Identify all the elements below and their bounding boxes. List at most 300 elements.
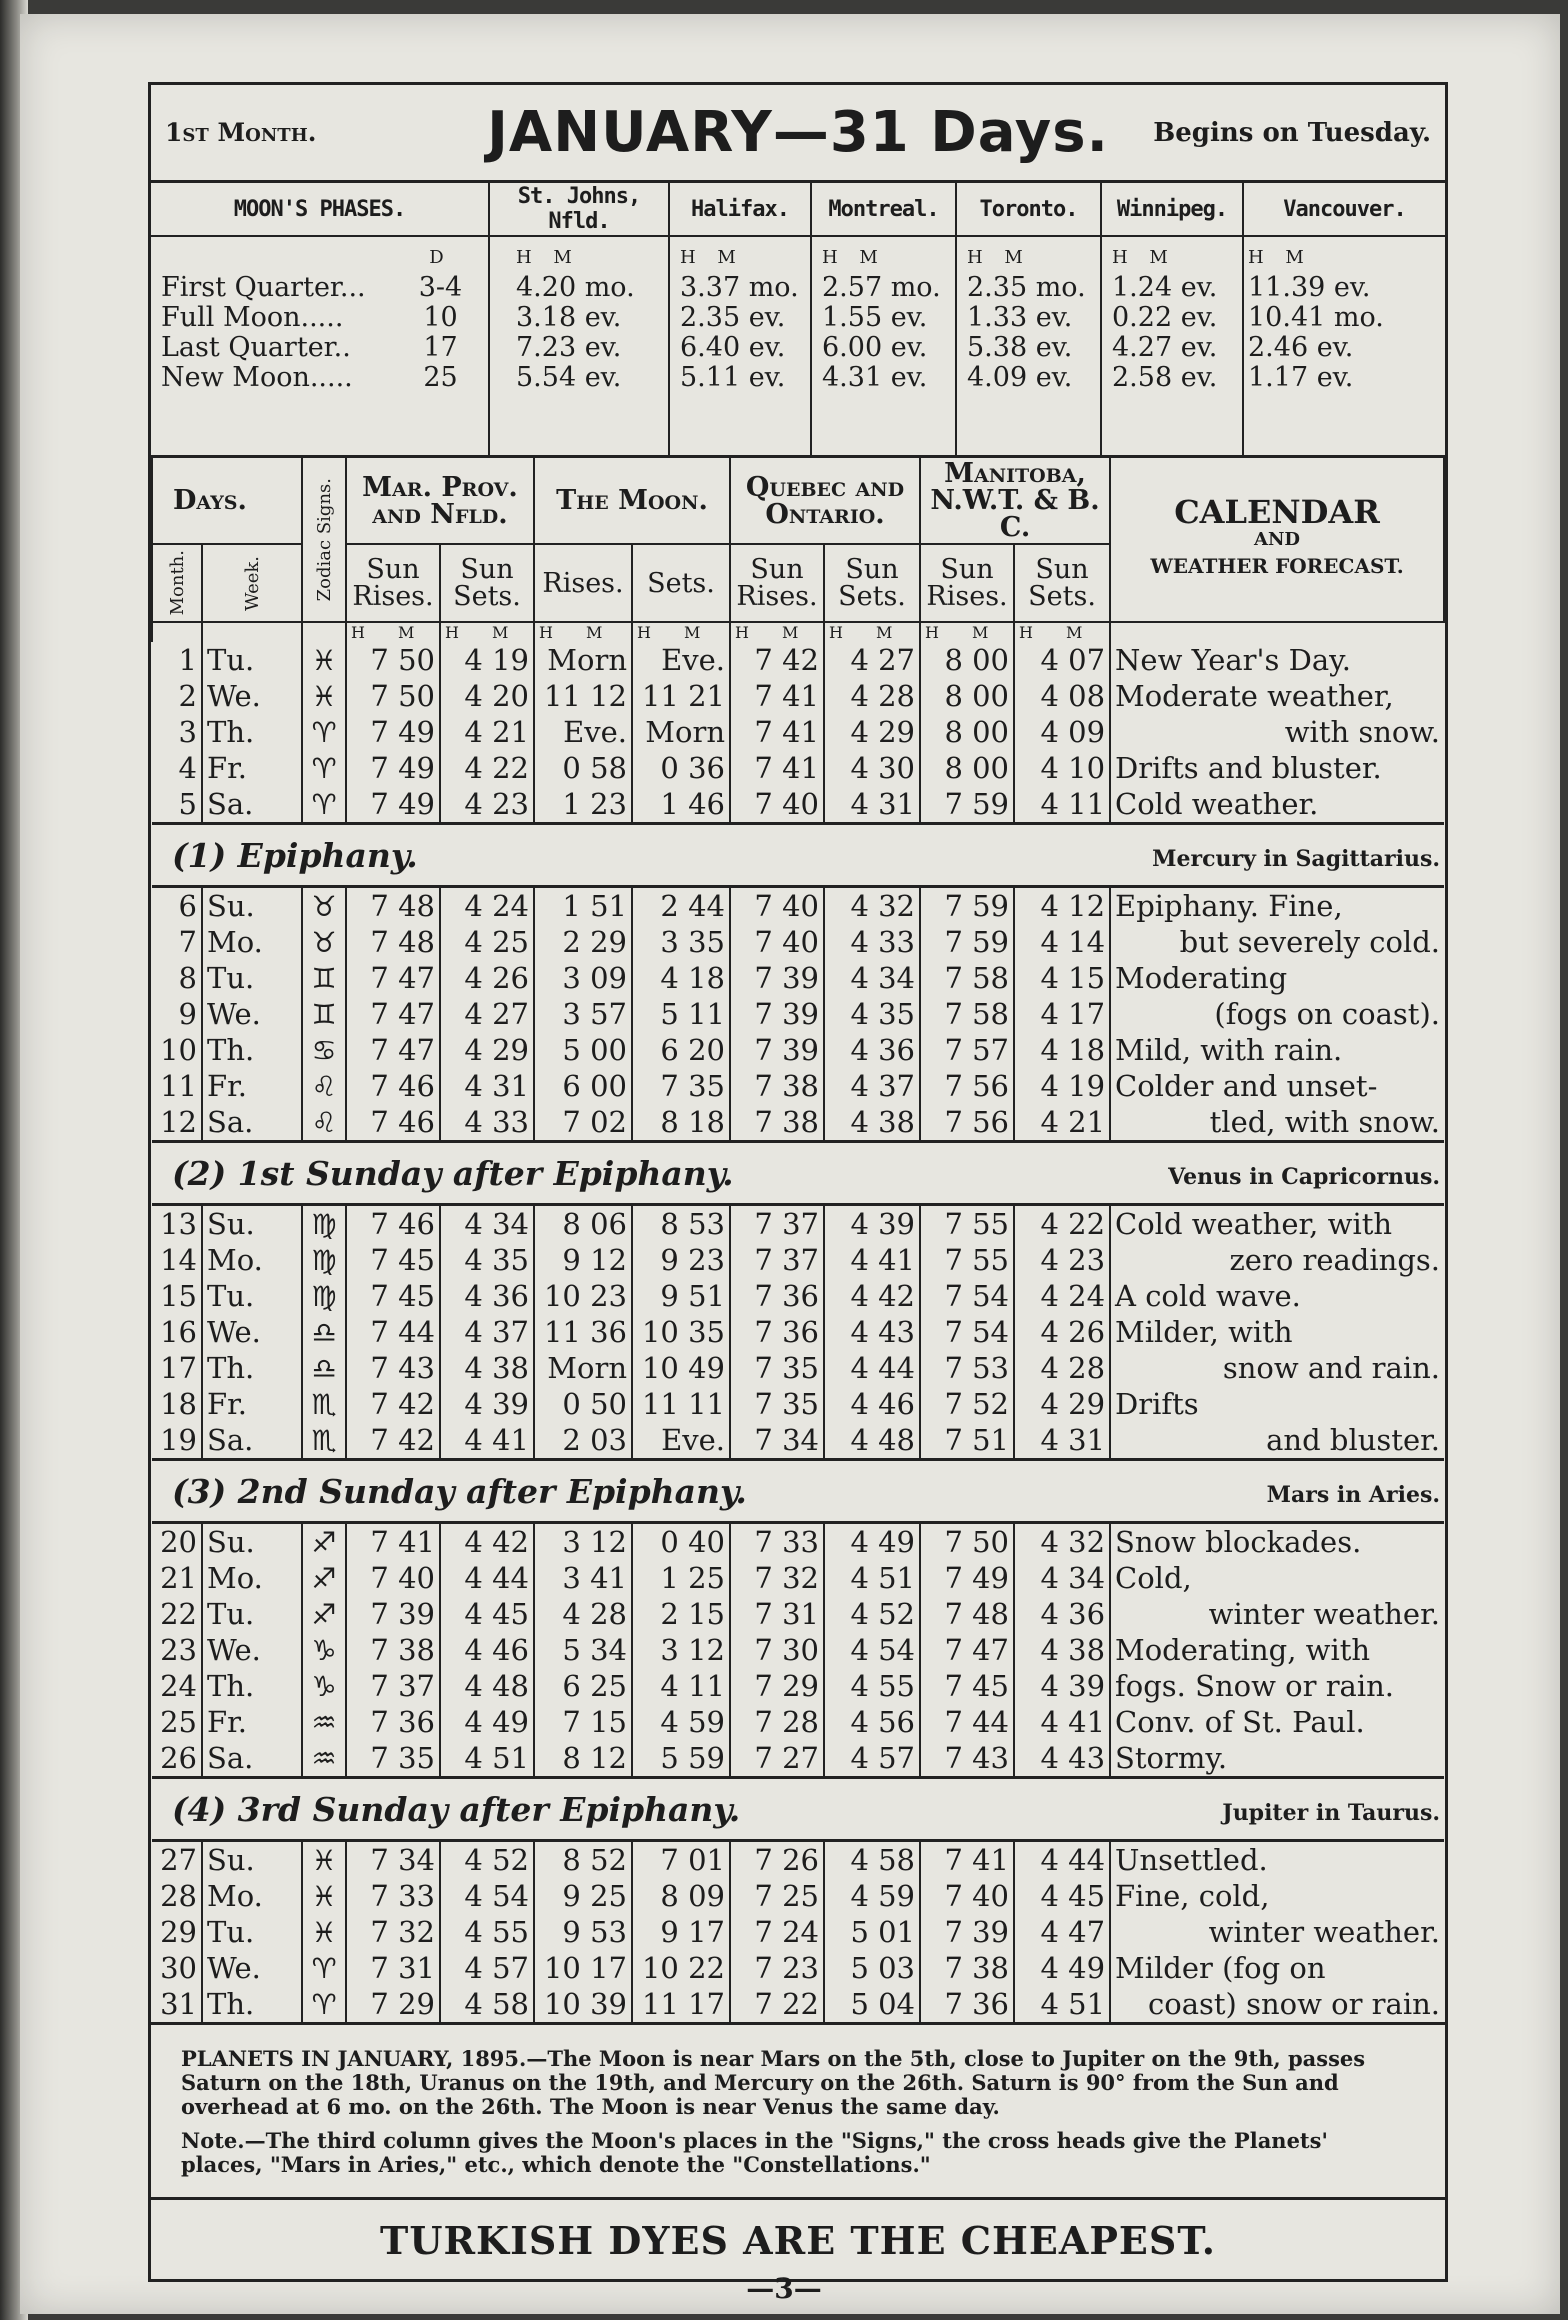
moon-rise-cell: 10 23	[534, 1278, 632, 1314]
forecast-cell: winter weather.	[1110, 1596, 1444, 1632]
sun-rise-cell: 7 33	[346, 1878, 440, 1914]
moon-set-cell: 4 11	[632, 1668, 730, 1704]
sun-rise-cell: 7 47	[346, 996, 440, 1032]
hm-cell: H M	[632, 622, 730, 642]
sun-rise-cell: 7 25	[730, 1878, 824, 1914]
phase-time: 4.09 ev.	[967, 362, 1073, 393]
forecast-cell: Milder, with	[1110, 1314, 1444, 1350]
zodiac-cell: ♍	[302, 1205, 346, 1243]
sun-rise-cell: 7 28	[730, 1704, 824, 1740]
hm-cell: H M	[346, 622, 440, 642]
forecast-cell: (fogs on coast).	[1110, 996, 1444, 1032]
footer-advert: TURKISH DYES ARE THE CHEAPEST.	[151, 2197, 1445, 2281]
sun-rise-cell: 7 36	[346, 1704, 440, 1740]
sun-set-cell: 4 48	[440, 1668, 534, 1704]
sun-set-cell: 4 33	[824, 924, 920, 960]
planets-paragraph: PLANETS IN JANUARY, 1895.—The Moon is near Mars on the 5th, close to Jupiter on the 9th, passes Saturn on the 18th, Uranus on the 19th, and Mercury on the 26th. Saturn is 90° from the Sun and overhead at 6 mo. on the 26th. The Moon is near Venus the same day.	[181, 2046, 1366, 2119]
sun-rise-cell: 7 46	[346, 1104, 440, 1142]
moon-rise-cell: 11 36	[534, 1314, 632, 1350]
sun-rises-header: Sun Rises.	[346, 544, 440, 622]
sun-set-cell: 4 33	[440, 1104, 534, 1142]
hm-cell: H M	[1014, 622, 1110, 642]
sun-set-cell: 4 39	[1014, 1668, 1110, 1704]
sun-rise-cell: 7 47	[346, 1032, 440, 1068]
phase-time: 5.54 ev.	[516, 362, 622, 393]
sun-rise-cell: 7 41	[346, 1523, 440, 1561]
sun-rise-cell: 7 53	[920, 1350, 1014, 1386]
moon-rise-cell: 10 17	[534, 1950, 632, 1986]
zodiac-cell: ♍	[302, 1242, 346, 1278]
day-cell: 30	[160, 1951, 197, 1985]
moon-set-cell: 10 35	[632, 1314, 730, 1350]
moon-set-cell: 8 53	[632, 1205, 730, 1243]
sun-set-cell: 4 51	[824, 1560, 920, 1596]
phase-time: 1.24 ev.	[1112, 272, 1218, 303]
hm-row	[152, 622, 1444, 642]
moon-rise-cell: 5 00	[534, 1032, 632, 1068]
weekday-cell: Sa.	[202, 1422, 302, 1460]
weekday-cell: Tu.	[202, 960, 302, 996]
weekday-cell: Su.	[202, 1205, 302, 1243]
hm-cell: H M	[440, 622, 534, 642]
sun-rise-cell: 7 43	[920, 1740, 1014, 1778]
weekday-cell: We.	[202, 996, 302, 1032]
day-row	[152, 1632, 1444, 1668]
sun-set-cell: 4 54	[440, 1878, 534, 1914]
phase-time: 1.17 ev.	[1248, 362, 1354, 393]
moon-set-cell: 7 01	[632, 1841, 730, 1879]
moon-rise-cell: 2 29	[534, 924, 632, 960]
zodiac-cell: ♈	[302, 1950, 346, 1986]
moon-rise-cell: 3 09	[534, 960, 632, 996]
sun-set-cell: 4 29	[824, 714, 920, 750]
sun-rise-cell: 7 40	[346, 1560, 440, 1596]
calendar-sub: WEATHER FORECAST.	[1150, 554, 1404, 578]
moon-rise-cell: 8 06	[534, 1205, 632, 1243]
moon-set-cell: 11 21	[632, 678, 730, 714]
moon-set-cell: 8 18	[632, 1104, 730, 1142]
sunday-title: (2) 1st Sunday after Epiphany.	[172, 1153, 734, 1193]
hm-label: H M	[516, 247, 580, 268]
day-cell: 31	[160, 1987, 197, 2021]
sun-set-cell: 4 38	[440, 1350, 534, 1386]
day-row	[152, 1704, 1444, 1740]
moon-rise-cell: 3 41	[534, 1560, 632, 1596]
sun-rise-cell: 7 33	[730, 1523, 824, 1561]
sunday-title: (1) Epiphany.	[172, 835, 418, 875]
weekday-cell: Tu.	[202, 642, 302, 678]
weekday-cell: Fr.	[202, 1068, 302, 1104]
sun-set-cell: 4 32	[1014, 1523, 1110, 1561]
sun-rise-cell: 7 26	[730, 1841, 824, 1879]
day-cell: 21	[160, 1561, 197, 1595]
day-cell: 7	[178, 925, 197, 959]
sun-set-cell: 4 57	[440, 1950, 534, 1986]
weekday-cell: We.	[202, 678, 302, 714]
sun-set-cell: 4 18	[1014, 1032, 1110, 1068]
month-number: 1st Month.	[165, 118, 317, 147]
hm-cell: H M	[730, 622, 824, 642]
sun-rise-cell: 7 35	[346, 1740, 440, 1778]
phase-time: 5.38 ev.	[967, 332, 1073, 363]
sun-set-cell: 4 43	[824, 1314, 920, 1350]
sun-rise-cell: 7 58	[920, 996, 1014, 1032]
sunday-heading-row	[152, 824, 1444, 887]
sun-set-cell: 4 43	[1014, 1740, 1110, 1778]
day-cell: 14	[160, 1243, 197, 1277]
weekday-cell: Th.	[202, 1668, 302, 1704]
city-header: St. Johns, Nfld.	[489, 183, 669, 236]
sun-rise-cell: 7 46	[346, 1205, 440, 1243]
sun-set-cell: 4 52	[440, 1841, 534, 1879]
sun-rise-cell: 7 35	[730, 1350, 824, 1386]
moon-set-cell: 3 12	[632, 1632, 730, 1668]
sun-rise-cell: 7 37	[346, 1668, 440, 1704]
sun-set-cell: 4 28	[824, 678, 920, 714]
forecast-cell: Epiphany. Fine,	[1110, 887, 1444, 925]
sun-set-cell: 4 19	[440, 642, 534, 678]
day-row	[152, 1104, 1444, 1142]
zodiac-cell: ♎	[302, 1314, 346, 1350]
sun-rise-cell: 7 38	[346, 1632, 440, 1668]
weekday-cell: Sa.	[202, 1740, 302, 1778]
page-title: JANUARY—31 Days.	[487, 100, 1109, 165]
sun-set-cell: 4 39	[824, 1205, 920, 1243]
phase-day: 3-4	[418, 272, 463, 303]
sun-sets-header: Sun Sets.	[824, 544, 920, 622]
sun-set-cell: 4 32	[824, 887, 920, 925]
moon-set-cell: 0 40	[632, 1523, 730, 1561]
sun-sets-header: Sun Sets.	[1014, 544, 1110, 622]
sun-set-cell: 4 31	[824, 786, 920, 824]
sunday-heading-cell	[152, 1460, 1444, 1523]
sun-set-cell: 4 23	[1014, 1242, 1110, 1278]
moon-rise-cell: 7 02	[534, 1104, 632, 1142]
zodiac-cell: ♈	[302, 750, 346, 786]
sun-rise-cell: 7 54	[920, 1278, 1014, 1314]
calendar-and: AND	[1254, 529, 1301, 550]
zodiac-cell: ♒	[302, 1740, 346, 1778]
weekday-cell: Th.	[202, 714, 302, 750]
phase-name: Full Moon.....	[161, 302, 344, 333]
day-row	[152, 1986, 1444, 2022]
sunday-heading-row	[152, 1142, 1444, 1205]
day-cell: 9	[178, 997, 197, 1031]
moon-rise-cell: 8 12	[534, 1740, 632, 1778]
sun-set-cell: 4 09	[1014, 714, 1110, 750]
calendar-title: CALENDAR	[1174, 493, 1380, 531]
sun-rise-cell: 7 45	[346, 1278, 440, 1314]
sun-set-cell: 4 44	[1014, 1841, 1110, 1879]
phase-name: First Quarter...	[161, 272, 366, 303]
calendar-table	[151, 455, 1445, 2022]
day-row	[152, 1560, 1444, 1596]
forecast-cell: Moderating, with	[1110, 1632, 1444, 1668]
moon-set-cell: 4 18	[632, 960, 730, 996]
sun-set-cell: 4 25	[440, 924, 534, 960]
moon-rise-cell: 8 52	[534, 1841, 632, 1879]
weekday-cell: Fr.	[202, 1386, 302, 1422]
moon-set-cell: Eve.	[632, 1422, 730, 1460]
moon-set-cell: 0 36	[632, 750, 730, 786]
day-row	[152, 678, 1444, 714]
sun-rise-cell: 7 41	[730, 678, 824, 714]
zodiac-cell: ♊	[302, 960, 346, 996]
begins-on: Begins on Tuesday.	[1153, 117, 1431, 148]
month-header	[151, 85, 1445, 183]
zodiac-cell: ♌	[302, 1068, 346, 1104]
sun-set-cell: 4 48	[824, 1422, 920, 1460]
weekday-cell: Mo.	[202, 1878, 302, 1914]
zodiac-header	[302, 457, 346, 623]
sun-set-cell: 4 24	[1014, 1278, 1110, 1314]
forecast-cell: New Year's Day.	[1110, 642, 1444, 678]
sun-set-cell: 4 36	[1014, 1596, 1110, 1632]
note-paragraph: Note.—The third column gives the Moon's places in the "Signs," the cross heads give the Planets' places, "Mars in Aries," etc., which denote the "Constellations."	[181, 2128, 1328, 2177]
sun-rise-cell: 7 49	[920, 1560, 1014, 1596]
phase-time: 1.33 ev.	[967, 302, 1073, 333]
weekday-cell: Su.	[202, 1523, 302, 1561]
sunday-heading-cell	[152, 1778, 1444, 1841]
sun-set-cell: 4 34	[824, 960, 920, 996]
sun-rises-header: Sun Rises.	[730, 544, 824, 622]
day-row	[152, 1205, 1444, 1243]
weekday-cell: Th.	[202, 1986, 302, 2022]
sun-rise-cell: 7 50	[346, 642, 440, 678]
sun-rise-cell: 7 42	[730, 642, 824, 678]
phase-time: 1.55 ev.	[822, 302, 928, 333]
city-header: Toronto.	[956, 183, 1101, 236]
phase-day: 10	[423, 302, 458, 333]
sun-set-cell: 4 21	[440, 714, 534, 750]
day-cell: 10	[160, 1033, 197, 1067]
forecast-cell: Drifts and bluster.	[1110, 750, 1444, 786]
sun-rise-cell: 7 32	[346, 1914, 440, 1950]
sun-set-cell: 4 54	[824, 1632, 920, 1668]
day-row	[152, 1740, 1444, 1778]
sun-set-cell: 4 56	[824, 1704, 920, 1740]
page-number: —3—	[746, 2272, 822, 2305]
planet-place: Mercury in Sagittarius.	[1152, 845, 1440, 872]
sun-rise-cell: 7 37	[730, 1242, 824, 1278]
day-row	[152, 887, 1444, 925]
sun-set-cell: 4 11	[1014, 786, 1110, 824]
day-row	[152, 1422, 1444, 1460]
sun-set-cell: 4 46	[440, 1632, 534, 1668]
mar-header: Mar. Prov. and Nfld.	[346, 457, 534, 545]
hm-label: H M	[1112, 247, 1176, 268]
moon-rise-cell: Eve.	[534, 714, 632, 750]
sun-rise-cell: 7 40	[730, 887, 824, 925]
day-row	[152, 1278, 1444, 1314]
calendar-body	[152, 622, 1444, 2022]
month-label: Month.	[166, 550, 188, 616]
city-header: Halifax.	[669, 183, 811, 236]
weekday-cell: Su.	[202, 887, 302, 925]
hm-label: H M	[1248, 247, 1312, 268]
sun-set-cell: 4 29	[440, 1032, 534, 1068]
sun-rise-cell: 7 59	[920, 786, 1014, 824]
sun-set-cell: 4 15	[1014, 960, 1110, 996]
month-col-header	[152, 544, 202, 622]
sun-rise-cell: 7 29	[346, 1986, 440, 2022]
sun-rise-cell: 7 48	[920, 1596, 1014, 1632]
sun-set-cell: 4 55	[824, 1668, 920, 1704]
sun-rise-cell: 7 49	[346, 750, 440, 786]
sun-set-cell: 4 27	[440, 996, 534, 1032]
moon-rise-cell: 3 12	[534, 1523, 632, 1561]
sun-set-cell: 5 01	[824, 1914, 920, 1950]
zodiac-cell: ♐	[302, 1596, 346, 1632]
moon-set-cell: 9 51	[632, 1278, 730, 1314]
weekday-cell: We.	[202, 1314, 302, 1350]
day-cell: 2	[178, 679, 197, 713]
city-header: Montreal.	[811, 183, 956, 236]
forecast-cell: Fine, cold,	[1110, 1878, 1444, 1914]
zodiac-cell: ♓	[302, 678, 346, 714]
zodiac-cell: ♏	[302, 1386, 346, 1422]
sun-rise-cell: 7 27	[730, 1740, 824, 1778]
week-col-header	[202, 544, 302, 622]
sun-rise-cell: 7 49	[346, 714, 440, 750]
phase-time: 7.23 ev.	[516, 332, 622, 363]
sun-set-cell: 4 37	[440, 1314, 534, 1350]
zodiac-cell: ♎	[302, 1350, 346, 1386]
sun-rise-cell: 7 54	[920, 1314, 1014, 1350]
sun-rises-header: Sun Rises.	[920, 544, 1014, 622]
forecast-cell: with snow.	[1110, 714, 1444, 750]
sun-set-cell: 4 10	[1014, 750, 1110, 786]
sun-rise-cell: 7 50	[920, 1523, 1014, 1561]
forecast-cell: Moderate weather,	[1110, 678, 1444, 714]
week-label: Week.	[241, 555, 263, 611]
hm-label: H M	[680, 247, 744, 268]
day-cell: 8	[178, 961, 197, 995]
sun-set-cell: 4 22	[440, 750, 534, 786]
forecast-cell: and bluster.	[1110, 1422, 1444, 1460]
sun-set-cell: 4 45	[440, 1596, 534, 1632]
moon-rise-cell: 0 50	[534, 1386, 632, 1422]
day-cell: 6	[178, 889, 197, 923]
moon-set-cell: 10 22	[632, 1950, 730, 1986]
sun-set-cell: 4 55	[440, 1914, 534, 1950]
sun-rise-cell: 7 49	[346, 786, 440, 824]
day-cell: 11	[160, 1069, 197, 1103]
zodiac-cell: ♓	[302, 642, 346, 678]
zodiac-cell: ♓	[302, 1878, 346, 1914]
sun-rise-cell: 7 22	[730, 1986, 824, 2022]
sun-rise-cell: 7 55	[920, 1242, 1014, 1278]
sun-set-cell: 4 47	[1014, 1914, 1110, 1950]
hm-cell	[302, 622, 346, 642]
sun-set-cell: 4 38	[1014, 1632, 1110, 1668]
phase-time: 2.35 mo.	[967, 272, 1086, 303]
moon-rise-cell: 4 28	[534, 1596, 632, 1632]
day-row	[152, 714, 1444, 750]
zodiac-label: Zodiac Signs.	[313, 477, 335, 602]
sun-rise-cell: 7 43	[346, 1350, 440, 1386]
forecast-cell: Cold weather, with	[1110, 1205, 1444, 1243]
moon-set-cell: 9 23	[632, 1242, 730, 1278]
moon-set-cell: 9 17	[632, 1914, 730, 1950]
day-row	[152, 960, 1444, 996]
day-cell: 24	[160, 1669, 197, 1703]
sun-set-cell: 4 41	[1014, 1704, 1110, 1740]
almanac-frame	[148, 82, 1448, 2282]
weekday-cell: Sa.	[202, 786, 302, 824]
day-cell: 15	[160, 1279, 197, 1313]
sun-rise-cell: 7 36	[730, 1278, 824, 1314]
day-row	[152, 1841, 1444, 1879]
sun-rise-cell: 7 34	[346, 1841, 440, 1879]
hm-cell: H M	[534, 622, 632, 642]
sun-set-cell: 4 58	[824, 1841, 920, 1879]
sun-set-cell: 4 22	[1014, 1205, 1110, 1243]
moon-rise-cell: 10 39	[534, 1986, 632, 2022]
sunday-heading-row	[152, 1460, 1444, 1523]
phase-time: 11.39 ev.	[1248, 272, 1371, 303]
phase-time: 2.46 ev.	[1248, 332, 1354, 363]
forecast-cell: snow and rain.	[1110, 1350, 1444, 1386]
forecast-cell: Cold,	[1110, 1560, 1444, 1596]
sun-set-cell: 4 45	[1014, 1878, 1110, 1914]
sun-rise-cell: 7 47	[346, 960, 440, 996]
sun-set-cell: 4 19	[1014, 1068, 1110, 1104]
moon-set-cell: 1 25	[632, 1560, 730, 1596]
forecast-cell: Unsettled.	[1110, 1841, 1444, 1879]
sun-rise-cell: 7 39	[730, 996, 824, 1032]
moon-set-cell: 2 44	[632, 887, 730, 925]
day-cell: 13	[160, 1207, 197, 1241]
sun-set-cell: 5 03	[824, 1950, 920, 1986]
sun-rise-cell: 7 47	[920, 1632, 1014, 1668]
sun-set-cell: 4 51	[1014, 1986, 1110, 2022]
weekday-cell: Tu.	[202, 1596, 302, 1632]
sun-rise-cell: 7 24	[730, 1914, 824, 1950]
sun-rise-cell: 7 45	[920, 1668, 1014, 1704]
planet-place: Venus in Capricornus.	[1168, 1163, 1440, 1190]
moon-set-cell: Morn	[632, 714, 730, 750]
calendar-header	[1110, 457, 1444, 623]
weekday-cell: Th.	[202, 1032, 302, 1068]
moon-rise-cell: 1 23	[534, 786, 632, 824]
sun-set-cell: 4 27	[824, 642, 920, 678]
forecast-cell: Moderating	[1110, 960, 1444, 996]
forecast-cell: coast) snow or rain.	[1110, 1986, 1444, 2022]
sun-rise-cell: 7 31	[346, 1950, 440, 1986]
phase-time: 4.31 ev.	[822, 362, 928, 393]
sunday-heading-cell	[152, 824, 1444, 887]
zodiac-cell: ♈	[302, 714, 346, 750]
weekday-cell: Fr.	[202, 750, 302, 786]
moon-set-cell: 3 35	[632, 924, 730, 960]
moon-rise-cell: 9 25	[534, 1878, 632, 1914]
city-header: Vancouver.	[1243, 183, 1445, 236]
weekday-cell: Fr.	[202, 1704, 302, 1740]
moon-rise-cell: Morn	[534, 1350, 632, 1386]
forecast-cell: tled, with snow.	[1110, 1104, 1444, 1142]
sun-set-cell: 4 23	[440, 786, 534, 824]
sun-set-cell: 4 41	[824, 1242, 920, 1278]
moon-header: The Moon.	[534, 457, 730, 545]
sun-set-cell: 5 04	[824, 1986, 920, 2022]
sun-set-cell: 4 24	[440, 887, 534, 925]
sun-sets-header: Sun Sets.	[440, 544, 534, 622]
day-row	[152, 996, 1444, 1032]
day-row	[152, 1950, 1444, 1986]
moon-phases-header: MOON'S PHASES.	[151, 183, 489, 236]
sun-rise-cell: 7 34	[730, 1422, 824, 1460]
